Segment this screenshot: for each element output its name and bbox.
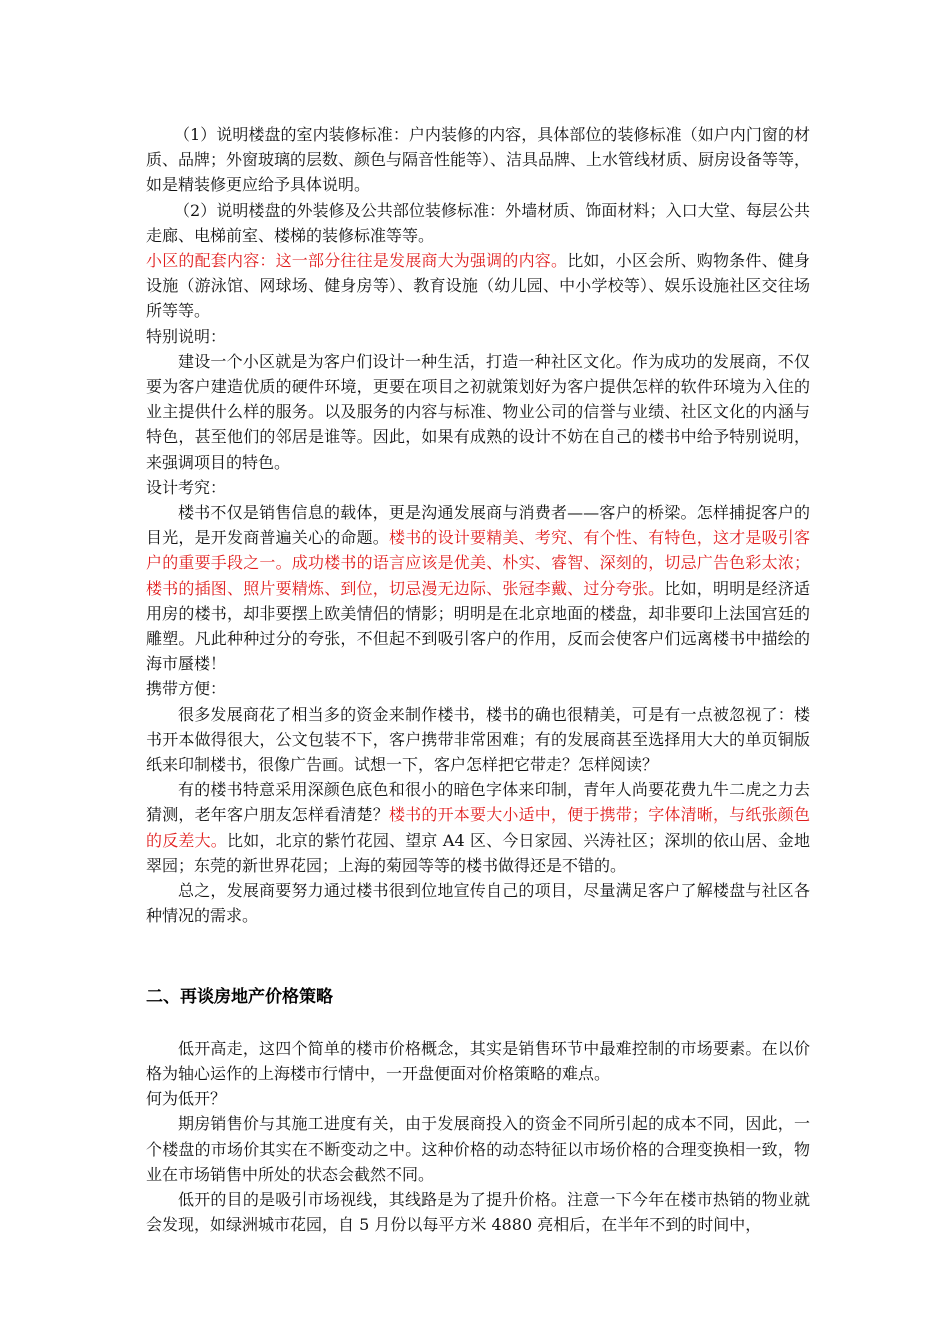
amenities-emphasis: 小区的配套内容：这一部分往往是发展商大为强调的内容。 <box>146 251 568 271</box>
paragraph-interior-standard: （1）说明楼盘的室内装修标准：户内装修的内容，具体部位的装修标准（如户内门窗的材质、品牌；外窗玻璃的层数、颜色与隔音性能等）、洁具品牌、上水管线材质、厨房设备等等，如是精装修更应给予具体说明。 <box>146 125 811 195</box>
subheading-portable: 携带方便： <box>146 679 227 699</box>
section-spacer <box>146 929 810 985</box>
paragraph-design <box>146 500 810 676</box>
paragraph-price-intro: 低开高走，这四个简单的楼市价格概念，其实是销售环节中最难控制的市场要素。在以价格为轴心运作的上海楼市行情中，一开盘便面对价格策略的难点。 <box>146 1038 810 1083</box>
design-text-a: 楼书不仅是销售信息的载体，更是沟通发展商与消费者——客户的桥梁。怎样捕捉客户的目光，是开发商普遍关心的命题。 <box>146 503 810 548</box>
subheading-low-open: 何为低开？ <box>146 1089 227 1109</box>
portable-emphasis: 楼书的开本要大小适中，便于携带；字体清晰，与纸张颜色的反差大。 <box>146 805 810 850</box>
subheading-design: 设计考究： <box>146 477 227 497</box>
design-emphasis: 楼书的设计要精美、考究、有个性、有特色，这才是吸引客户的重要手段之一。成功楼书的语言应该是优美、朴实、睿智、深刻的，切忌广告色彩太浓；楼书的插图、照片要精炼、到位，切忌漫无边际、张冠李戴、过分夸张。 <box>146 528 810 598</box>
portable-text-a: 有的楼书特意采用深颜色底色和很小的暗色字体来印制，青年人尚要花费九牛二虎之力去猜测，老年客户朋友怎样看清楚？ <box>146 780 810 825</box>
paragraph-special-note: 建设一个小区就是为客户们设计一种生活，打造一种社区文化。作为成功的发展商，不仅要为客户建造优质的硬件环境，更要在项目之初就策划好为客户提供怎样的软件环境为入住的业主提供什么样的服务。以及服务的内容与标准、物业公司的信誉与业绩、社区文化的内涵与特色，甚至他们的邻居是谁等。因此，如果有成熟的设计不妨在自己的楼书中给予特别说明，来强调项目的特色。 <box>146 351 810 472</box>
section-spacer-2 <box>146 1010 810 1036</box>
section-title: 二、再谈房地产价格策略 <box>146 986 333 1007</box>
design-text-b: 比如，明明是经济适用房的楼书，却非要摆上欧美情侣的情影；明明是在北京地面的楼盘，却非要印上法国宫廷的雕塑。凡此种种过分的夸张，不但起不到吸引客户的作用，反而会使客户们远离楼书中描绘的海市蜃楼！ <box>146 578 810 674</box>
document-page <box>146 122 810 1237</box>
portable-text-b: 比如，北京的紫竹花园、望京 A4 区、今日家园、兴涛社区；深圳的依山居、金地翠园；东莞的新世界花园；上海的菊园等等的楼书做得还是不错的。 <box>146 830 810 875</box>
paragraph-price-purpose: 低开的目的是吸引市场视线，其线路是为了提升价格。注意一下今年在楼市热销的物业就会发现，如绿洲城市花园，自 5 月份以每平方米 4880 亮相后，在半年不到的时间中， <box>146 1189 810 1235</box>
paragraph-amenities <box>146 248 810 324</box>
amenities-text: 比如，小区会所、购物条件、健身设施（游泳馆、网球场、健身房等）、教育设施（幼儿园、中小学校等）、娱乐设施社区交往场所等等。 <box>146 251 810 321</box>
paragraph-portable-3: 总之，发展商要努力通过楼书很到位地宣传自己的项目，尽量满足客户了解楼盘与社区各种情况的需求。 <box>146 881 810 926</box>
paragraph-portable-2 <box>146 777 810 878</box>
paragraph-exterior-standard: （2）说明楼盘的外装修及公共部位装修标准：外墙材质、饰面材料；入口大堂、每层公共走廊、电梯前室、楼梯的装修标准等等。 <box>146 200 810 245</box>
paragraph-price-dynamics: 期房销售价与其施工进度有关，由于发展商投入的资金不同所引起的成本不同，因此，一个楼盘的市场价其实在不断变动之中。这种价格的动态特征以市场价格的合理变换相一致，物业在市场销售中所处的状态会截然不同。 <box>146 1114 810 1184</box>
paragraph-portable-1: 很多发展商花了相当多的资金来制作楼书，楼书的确也很精美，可是有一点被忽视了：楼书开本做得很大，公文包装不下，客户携带非常困难；有的发展商甚至选择用大大的单页铜版纸来印制楼书，很像广告画。试想一下，客户怎样把它带走？怎样阅读？ <box>146 704 810 775</box>
subheading-special-note: 特别说明： <box>146 326 227 346</box>
